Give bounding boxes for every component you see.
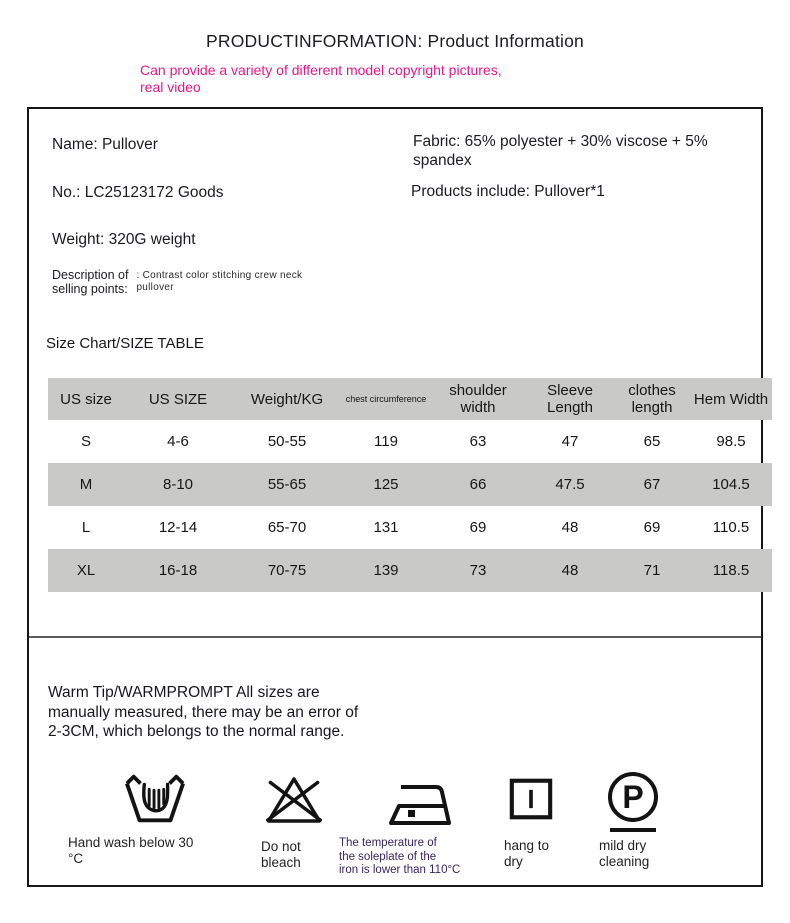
warm-tip-line: manually measured, there may be an error of	[48, 703, 359, 721]
care-item-dry-clean	[599, 764, 694, 889]
table-row	[48, 549, 772, 592]
care-label-do-not-bleach	[261, 839, 331, 871]
column-header: Hem Width	[690, 378, 772, 420]
table-cell: 8-10	[124, 463, 232, 506]
care-label-line: Do not	[261, 839, 301, 854]
subtitle-line: Can provide a variety of different model copyright pictures,	[140, 62, 502, 78]
column-header: US size	[48, 378, 124, 420]
table-cell: 16-18	[124, 549, 232, 592]
size-table	[48, 378, 772, 592]
table-cell: 12-14	[158, 519, 198, 536]
column-header: clothes length	[614, 378, 690, 420]
svg-text:P: P	[622, 779, 644, 815]
description-value-line: pullover	[136, 281, 174, 293]
table-cell: 67	[614, 463, 690, 506]
warm-tip	[48, 683, 358, 742]
table-cell: 65	[643, 433, 661, 450]
table-cell: 131	[373, 519, 399, 536]
product-fabric	[413, 132, 733, 170]
column-header: chest circumference	[342, 378, 430, 420]
product-name: Name: Pullover	[52, 136, 158, 153]
table-cell: 104.5	[690, 463, 772, 506]
hang-to-dry-icon	[509, 778, 553, 820]
table-cell: 48	[526, 549, 614, 592]
description-label-line: Description of	[52, 268, 129, 282]
section-divider	[29, 636, 761, 638]
table-cell: S	[80, 433, 91, 450]
care-label-line: The temperature of	[339, 837, 437, 849]
table-row	[48, 463, 772, 506]
fabric-line: Fabric: 65% polyester + 30% viscose + 5%	[413, 133, 708, 150]
table-cell: 63	[469, 433, 487, 450]
subtitle	[140, 62, 600, 95]
table-cell: 69	[643, 519, 661, 536]
do-not-bleach-icon	[266, 773, 322, 827]
table-cell: 125	[342, 463, 430, 506]
size-table-header-row	[48, 378, 772, 420]
mild-dry-cleaning-icon	[604, 770, 662, 836]
table-row	[48, 420, 772, 463]
care-label-hang-dry	[504, 838, 574, 870]
description-label-line: selling points:	[52, 282, 128, 296]
table-cell: 110.5	[712, 519, 750, 536]
table-cell: 65-70	[267, 519, 307, 536]
page-title: PRODUCTINFORMATION: Product Information	[206, 31, 584, 51]
table-cell: 119	[374, 433, 398, 450]
table-row	[48, 506, 772, 549]
care-label-line: °C	[68, 851, 84, 866]
care-label-line: bleach	[261, 855, 301, 870]
warm-tip-line: 2-3CM, which belongs to the normal range.	[48, 723, 345, 740]
table-cell: 47	[561, 433, 579, 450]
table-cell: 71	[614, 549, 690, 592]
table-cell: 118.5	[690, 549, 772, 592]
product-number: No.: LC25123172 Goods	[52, 184, 224, 201]
description-value	[136, 270, 302, 296]
column-header: Weight/KG	[232, 378, 342, 420]
size-table-body	[48, 420, 772, 592]
care-label-hand-wash	[68, 835, 196, 867]
description-block	[52, 268, 302, 296]
fabric-line: spandex	[413, 152, 472, 169]
product-weight: Weight: 320G weight	[52, 231, 196, 248]
table-cell: 50-55	[267, 433, 307, 450]
size-chart-title: Size Chart/SIZE TABLE	[46, 335, 204, 352]
care-label-line: iron is lower than 110°C	[339, 864, 461, 876]
care-label-line: dry	[504, 854, 523, 869]
hand-wash-icon	[124, 767, 186, 829]
warm-tip-line: Warm Tip/WARMPROMPT All sizes are	[48, 684, 320, 701]
description-value-line: : Contrast color stitching crew neck	[136, 270, 303, 281]
table-cell: M	[48, 463, 124, 506]
care-item-iron-low	[336, 764, 506, 894]
description-label	[52, 268, 128, 296]
care-item-hand-wash	[68, 764, 218, 884]
subtitle-line: real video	[140, 78, 201, 95]
column-header: shoulder width	[430, 378, 526, 420]
table-cell: L	[81, 519, 91, 536]
care-label-line: Hand wash below 30	[68, 835, 194, 850]
table-cell: 98.5	[716, 433, 746, 450]
care-label-line: cleaning	[599, 854, 650, 869]
table-cell: 69	[469, 519, 487, 536]
iron-max-110-icon	[383, 781, 463, 827]
table-cell: XL	[48, 549, 124, 592]
column-header: Sleeve Length	[526, 378, 614, 420]
care-label-dry-clean	[599, 838, 684, 870]
column-header: US SIZE	[124, 378, 232, 420]
product-info-panel	[27, 107, 769, 887]
care-label-line: mild dry	[599, 838, 647, 853]
table-cell: 66	[430, 463, 526, 506]
care-label-iron-low	[339, 837, 499, 878]
table-cell: 55-65	[232, 463, 342, 506]
product-includes: Products include: Pullover*1	[411, 183, 605, 200]
care-item-hang-dry	[504, 764, 594, 884]
table-cell: 73	[430, 549, 526, 592]
table-cell: 47.5	[526, 463, 614, 506]
care-label-line: the soleplate of the	[339, 850, 437, 863]
table-cell: 4-6	[167, 433, 189, 450]
table-cell: 48	[561, 519, 579, 536]
care-label-line: hang to	[504, 838, 550, 853]
table-cell: 70-75	[232, 549, 342, 592]
table-cell: 139	[342, 549, 430, 592]
